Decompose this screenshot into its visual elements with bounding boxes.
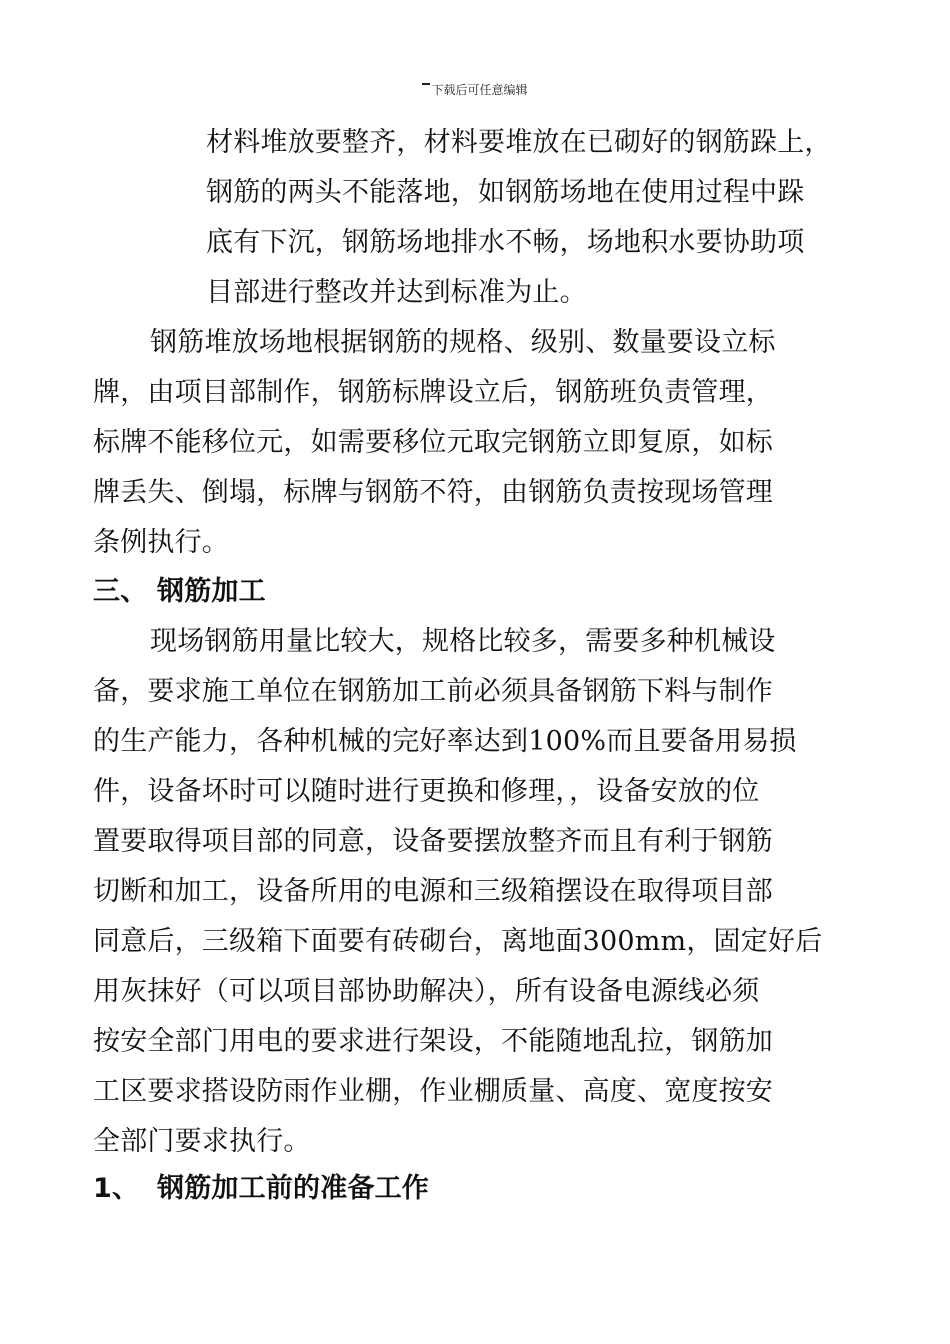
text-line: 全部门要求执行。 <box>93 1126 311 1157</box>
text-line: 备，要求施工单位在钢筋加工前必须具备钢筋下料与制作 <box>93 676 773 707</box>
text-line: 件，设备坏时可以随时进行更换和修理，，设备安放的位 <box>93 776 760 807</box>
section-heading-rebar-processing <box>93 567 853 617</box>
text-line: 工区要求搭设防雨作业棚，作业棚质量、高度、宽度按安 <box>93 1076 773 1107</box>
text-line: 钢筋的两头不能落地，如钢筋场地在使用过程中跺 <box>206 177 805 208</box>
section-title: 钢筋加工 <box>157 576 266 607</box>
text-line: 条例执行。 <box>93 527 229 558</box>
text-line: 切断和加工，设备所用的电源和三级箱摆设在取得项目部 <box>93 876 773 907</box>
header-dash <box>422 83 430 85</box>
text-line: 钢筋堆放场地根据钢筋的规格、级别、数量要设立标 <box>150 327 776 358</box>
text-line: 材料堆放要整齐，材料要堆放在已砌好的钢筋跺上， <box>206 127 832 158</box>
paragraph-material-stacking <box>93 118 853 318</box>
paragraph-signage <box>93 318 853 568</box>
text-line: 底有下沉，钢筋场地排水不畅，场地积水要协助项 <box>206 227 805 258</box>
text-line: 用灰抹好（可以项目部协助解决），所有设备电源线必须 <box>93 976 760 1007</box>
text-line: 牌，由项目部制作，钢筋标牌设立后，钢筋班负责管理， <box>93 377 773 408</box>
text-line: 按安全部门用电的要求进行架设，不能随地乱拉，钢筋加 <box>93 1026 773 1057</box>
subsection-number: 1、 <box>93 1173 140 1204</box>
section-number: 三、 <box>93 576 148 607</box>
text-line: 目部进行整改并达到标准为止。 <box>206 277 587 308</box>
text-line: 置要取得项目部的同意，设备要摆放整齐而且有利于钢筋 <box>93 826 773 857</box>
header-note-text: 下载后可任意编辑 <box>431 83 528 97</box>
text-line: 的生产能力，各种机械的完好率达到100%而且要备用易损 <box>93 726 797 757</box>
text-line: 牌丢失、倒塌，标牌与钢筋不符，由钢筋负责按现场管理 <box>93 477 773 508</box>
text-line: 标牌不能移位元，如需要移位元取完钢筋立即复原，如标 <box>93 427 773 458</box>
text-line: 同意后，三级箱下面要有砖砌台，离地面300mm，固定好后 <box>93 926 823 957</box>
subsection-title: 钢筋加工前的准备工作 <box>157 1173 429 1204</box>
text-line: 现场钢筋用量比较大，规格比较多，需要多种机械设 <box>150 626 776 657</box>
subsection-heading-preparation <box>93 1164 853 1214</box>
paragraph-processing-requirements <box>93 617 853 1167</box>
page-header-note <box>0 82 950 98</box>
